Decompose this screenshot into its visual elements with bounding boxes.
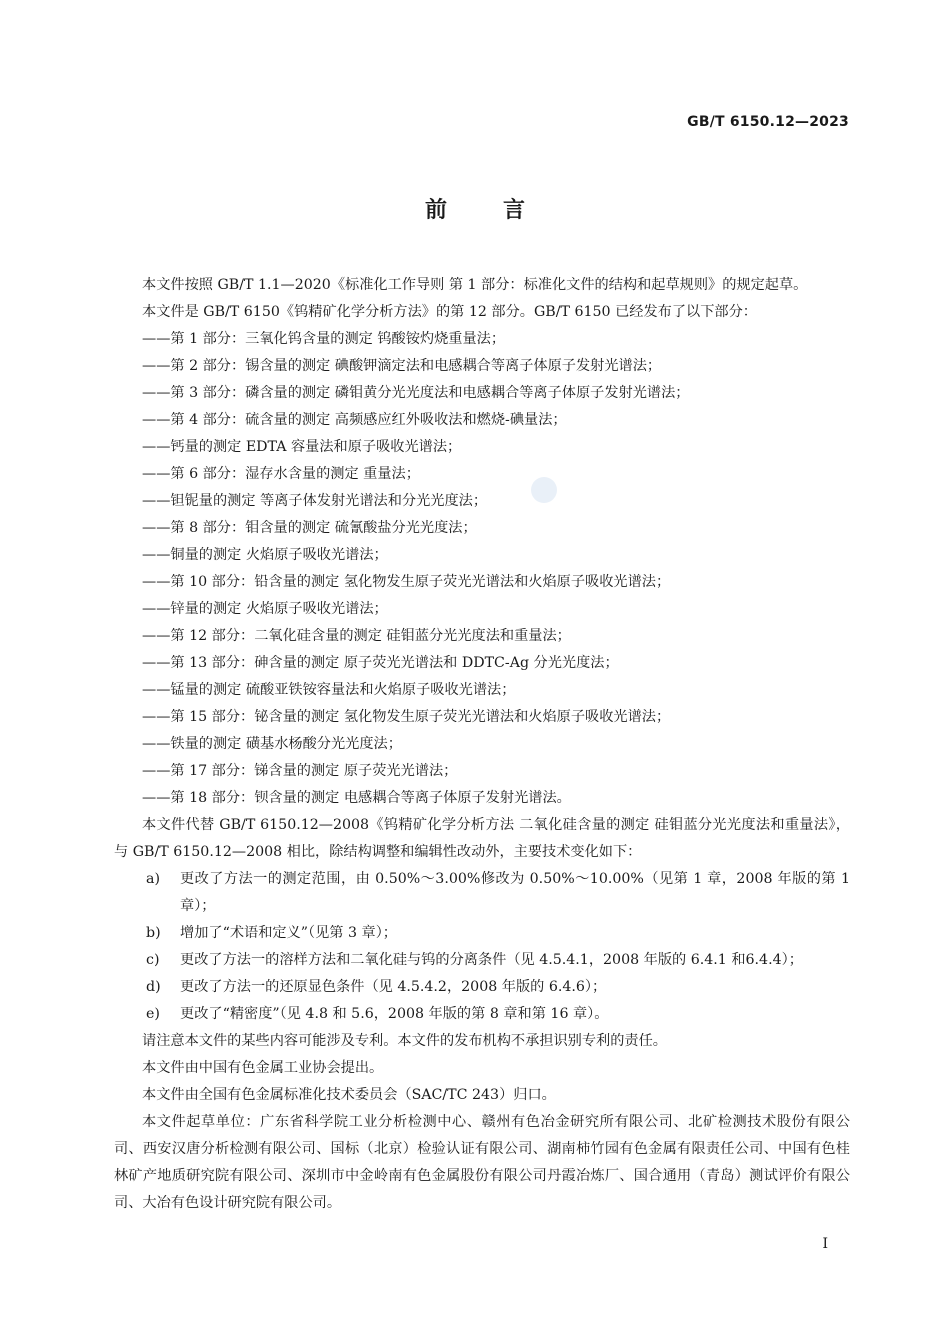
paragraph-replaces: 本文件代替 GB/T 6150.12—2008《钨精矿化学分析方法 二氧化硅含量的测定 硅钼蓝分光光度法和重量法》，与 GB/T 6150.12—2008 相比，除结构调整和编辑性改动外，主要技术变化如下：	[114, 817, 850, 860]
list-item: ——第 12 部分：二氧化硅含量的测定 硅钼蓝分光光度法和重量法；	[142, 628, 571, 644]
list-item: ——第 13 部分：砷含量的测定 原子荧光光谱法和 DDTC-Ag 分光光度法；	[142, 655, 619, 671]
list-item: ——第 4 部分：硫含量的测定 高频感应红外吸收法和燃烧-碘量法；	[142, 412, 567, 428]
change-label: c)	[146, 952, 160, 968]
list-item: ——铁量的测定 磺基水杨酸分光光度法；	[142, 736, 402, 752]
paragraph-patent: 请注意本文件的某些内容可能涉及专利。本文件的发布机构不承担识别专利的责任。	[142, 1033, 667, 1049]
list-item: ——锌量的测定 火焰原子吸收光谱法；	[142, 601, 388, 617]
change-item	[146, 974, 850, 1001]
change-text: 更改了方法一的还原显色条件（见 4.5.4.2，2008 年版的 6.4.6）；	[180, 979, 607, 995]
change-item	[146, 1001, 850, 1028]
list-item: ——第 2 部分：锡含量的测定 碘酸钾滴定法和电感耦合等离子体原子发射光谱法；	[142, 358, 662, 374]
list-item: ——第 6 部分：湿存水含量的测定 重量法；	[142, 466, 420, 482]
list-item: ——第 3 部分：磷含量的测定 磷钼黄分光光度法和电感耦合等离子体原子发射光谱法；	[142, 385, 690, 401]
list-item: ——第 1 部分：三氧化钨含量的测定 钨酸铵灼烧重量法；	[142, 331, 506, 347]
change-item	[146, 866, 850, 920]
paragraph-drafters: 本文件起草单位：广东省科学院工业分析检测中心、赣州有色冶金研究所有限公司、北矿检测技术股份有限公司、西安汉唐分析检测有限公司、国标（北京）检验认证有限公司、湖南柿竹园有色金属有限责任公司、中国有色桂林矿产地质研究院有限公司、深圳市中金岭南有色金属股份有限公司丹霞冶炼厂、国合通用（青岛）测试评价有限公司、大冶有色设计研究院有限公司。	[114, 1114, 850, 1211]
list-item: ——锰量的测定 硫酸亚铁铵容量法和火焰原子吸收光谱法；	[142, 682, 516, 698]
changes-list	[114, 866, 850, 1028]
parts-list	[114, 326, 850, 812]
list-item: ——铜量的测定 火焰原子吸收光谱法；	[142, 547, 388, 563]
list-item: ——第 15 部分：铋含量的测定 氢化物发生原子荧光光谱法和火焰原子吸收光谱法；	[142, 709, 671, 725]
change-label: b)	[146, 925, 161, 941]
change-text: 更改了方法一的测定范围，由 0.50%～3.00%修改为 0.50%～10.00%（见第 1 章，2008 年版的第 1 章）；	[180, 871, 850, 914]
page-title: 前言	[424, 198, 581, 223]
standard-code: GB/T 6150.12—2023	[687, 114, 849, 130]
list-item: ——钙量的测定 EDTA 容量法和原子吸收光谱法；	[142, 439, 462, 455]
change-label: a)	[146, 871, 160, 887]
change-text: 更改了“精密度”（见 4.8 和 5.6，2008 年版的第 8 章和第 16 章）。	[180, 1006, 609, 1022]
change-text: 更改了方法一的溶样方法和二氧化硅与钨的分离条件（见 4.5.4.1，2008 年版的 6.4.1 和6.4.4）；	[180, 952, 803, 968]
document-body	[114, 272, 850, 1217]
list-item: ——第 18 部分：钡含量的测定 电感耦合等离子体原子发射光谱法。	[142, 790, 571, 806]
page-number: I	[822, 1236, 828, 1252]
list-item: ——第 10 部分：铅含量的测定 氢化物发生原子荧光光谱法和火焰原子吸收光谱法；	[142, 574, 671, 590]
change-text: 增加了“术语和定义”（见第 3 章）；	[180, 925, 397, 941]
list-item: ——第 8 部分：钼含量的测定 硫氰酸盐分光光度法；	[142, 520, 477, 536]
paragraph-proposer: 本文件由中国有色金属工业协会提出。	[142, 1060, 384, 1076]
paragraph-part-of-series: 本文件是 GB/T 6150《钨精矿化学分析方法》的第 12 部分。GB/T 6150 已经发布了以下部分：	[142, 304, 757, 320]
change-item	[146, 920, 850, 947]
change-item	[146, 947, 850, 974]
list-item: ——第 17 部分：锑含量的测定 原子荧光光谱法；	[142, 763, 458, 779]
paragraph-committee: 本文件由全国有色金属标准化技术委员会（SAC/TC 243）归口。	[142, 1087, 556, 1103]
change-label: e)	[146, 1006, 160, 1022]
list-item: ——钽铌量的测定 等离子体发射光谱法和分光光度法；	[142, 493, 488, 509]
paragraph-drafting-rule: 本文件按照 GB/T 1.1—2020《标准化工作导则 第 1 部分：标准化文件的结构和起草规则》的规定起草。	[142, 277, 808, 293]
change-label: d)	[146, 979, 161, 995]
